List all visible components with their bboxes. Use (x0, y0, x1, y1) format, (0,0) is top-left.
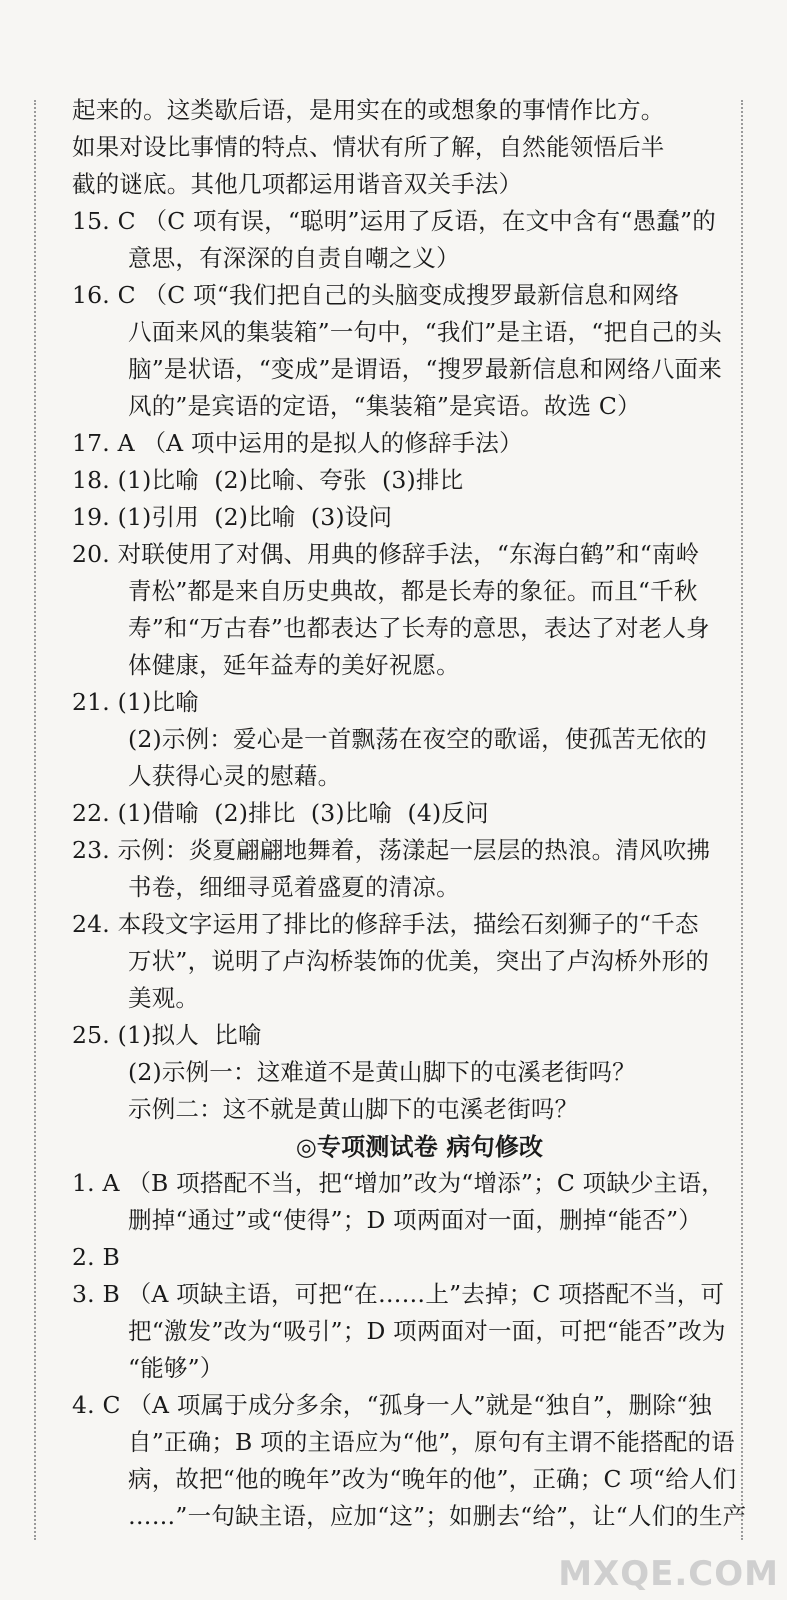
text-line: 起来的。这类歇后语，是用实在的或想象的事情作比方。 (72, 96, 665, 124)
text-line: 风的”是宾语的定语，“集装箱”是宾语。故选 C） (128, 392, 641, 420)
answer-4: 4. C （A 项属于成分多余，“孤身一人”就是“独自”，删除“独 (72, 1391, 712, 1419)
answer-23: 23. 示例：炎夏翩翩地舞着，荡漾起一层层的热浪。清风吹拂 (72, 836, 711, 864)
text-line: 人获得心灵的慰藉。 (128, 762, 342, 790)
answer-19: 19. (1)引用 (2)比喻 (3)设问 (72, 503, 393, 531)
text-line: 示例二：这不就是黄山脚下的屯溪老街吗？ (128, 1095, 579, 1123)
answer-18: 18. (1)比喻 (2)比喻、夸张 (3)排比 (72, 466, 464, 494)
answer-17: 17. A （A 项中运用的是拟人的修辞手法） (72, 429, 523, 457)
answer-3: 3. B （A 项缺主语，可把“在……上”去掉；C 项搭配不当，可 (72, 1280, 725, 1308)
answer-24: 24. 本段文字运用了排比的修辞手法，描绘石刻狮子的“千态 (72, 910, 699, 938)
text-line: 万状”，说明了卢沟桥装饰的优美，突出了卢沟桥外形的 (128, 947, 710, 975)
right-margin-rule (741, 100, 743, 1540)
text-line: 脑”是状语，“变成”是谓语，“搜罗最新信息和网络八面来 (128, 355, 722, 383)
text-line: “能够”） (128, 1354, 224, 1382)
text-line: 体健康，延年益寿的美好祝愿。 (128, 651, 460, 679)
text-line: 美观。 (128, 984, 200, 1012)
answer-16: 16. C （C 项“我们把自己的头脑变成搜罗最新信息和网络 (72, 281, 680, 309)
answer-25: 25. (1)拟人 比喻 (72, 1021, 262, 1049)
text-line: 如果对设比事情的特点、情状有所了解，自然能领悟后半 (72, 133, 665, 161)
text-line: 病，故把“他的晚年”改为“晚年的他”，正确；C 项“给人们 (128, 1465, 737, 1493)
text-line: 书卷，细细寻觅着盛夏的清凉。 (128, 873, 460, 901)
answer-21: 21. (1)比喻 (72, 688, 199, 716)
answer-22: 22. (1)借喻 (2)排比 (3)比喻 (4)反问 (72, 799, 489, 827)
site-watermark: MXQE.COM (558, 1554, 779, 1594)
section-title: ◎专项测试卷 病句修改 (295, 1132, 544, 1161)
text-line: 自”正确；B 项的主语应为“他”，原句有主谓不能搭配的语 (128, 1428, 735, 1456)
text-line: (2)示例：爱心是一首飘荡在夜空的歌谣，使孤苦无依的 (128, 725, 707, 753)
text-line: 截的谜底。其他几项都运用谐音双关手法） (72, 170, 523, 198)
text-line: ……”一句缺主语，应加“这”；如删去“给”，让“人们的生产 (128, 1502, 747, 1530)
left-margin-rule (34, 100, 36, 1540)
answer-20: 20. 对联使用了对偶、用典的修辞手法，“东海白鹤”和“南岭 (72, 540, 700, 568)
text-line: 八面来风的集装箱”一句中，“我们”是主语，“把自己的头 (128, 318, 722, 346)
text-line: 意思，有深深的自责自嘲之义） (128, 244, 460, 272)
text-line: 删掉“通过”或“使得”；D 项两面对一面，删掉“能否”） (128, 1206, 702, 1234)
text-line: 寿”和“万古春”也都表达了长寿的意思，表达了对老人身 (128, 614, 710, 642)
answer-15: 15. C （C 项有误，“聪明”运用了反语，在文中含有“愚蠢”的 (72, 207, 716, 235)
text-line: 把“激发”改为“吸引”；D 项两面对一面，可把“能否”改为 (128, 1317, 726, 1345)
answer-page-text (72, 92, 747, 1535)
text-line: (2)示例一：这难道不是黄山脚下的屯溪老街吗？ (128, 1058, 636, 1086)
text-line: 青松”都是来自历史典故，都是长寿的象征。而且“千秋 (128, 577, 698, 605)
answer-1: 1. A （B 项搭配不当，把“增加”改为“增添”；C 项缺少主语， (72, 1169, 725, 1197)
answer-2: 2. B (72, 1243, 120, 1271)
